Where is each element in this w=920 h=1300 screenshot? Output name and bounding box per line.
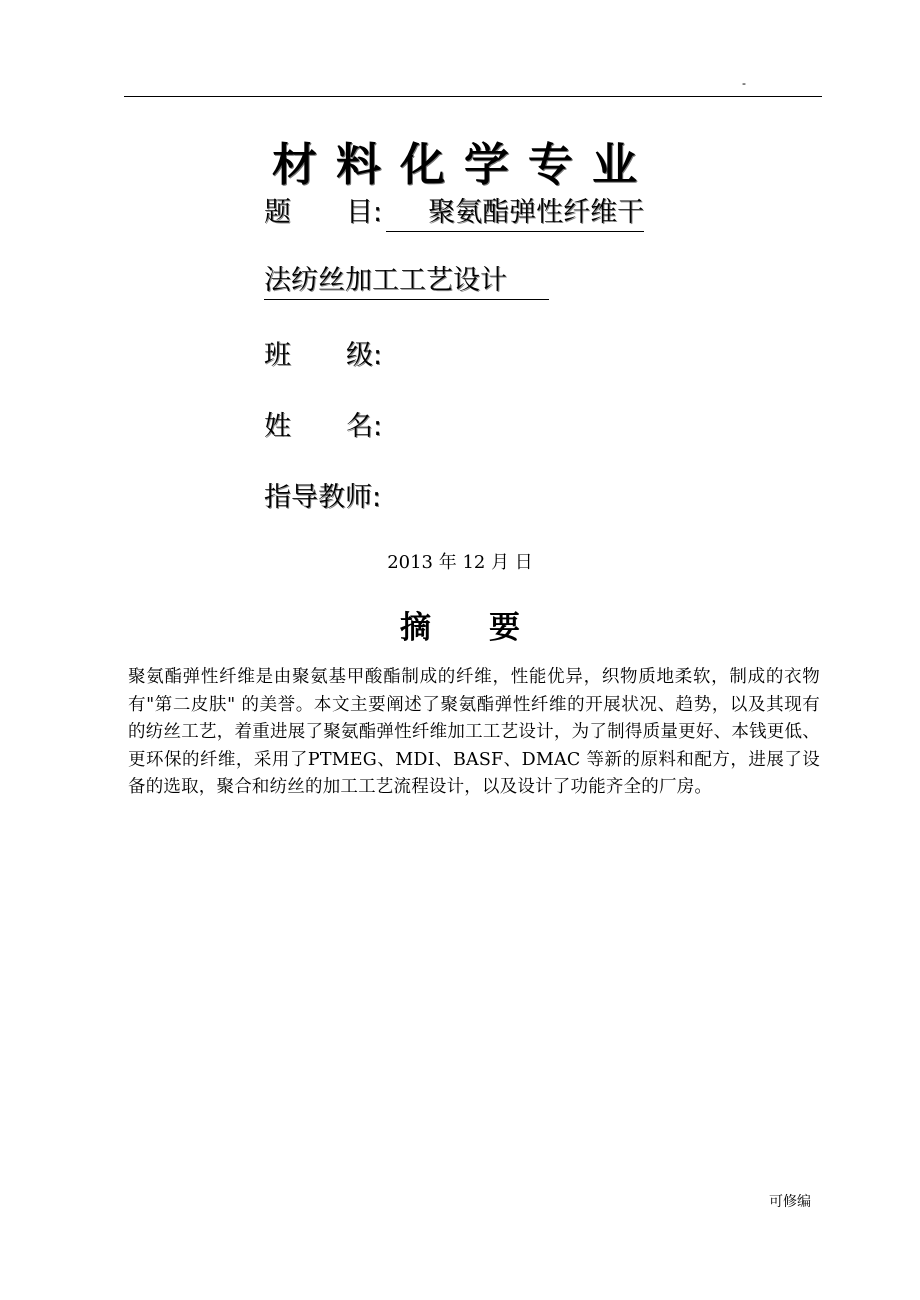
class-label-a: 班 — [264, 340, 291, 371]
name-label-a: 姓 — [264, 411, 291, 442]
name-field — [264, 404, 382, 443]
advisor-label: 指导教师: — [264, 482, 382, 513]
topic-label-b: 目: — [346, 197, 383, 228]
name-label-b: 名: — [346, 411, 383, 442]
topic-label-a: 题 — [264, 197, 291, 228]
advisor-field — [264, 475, 381, 514]
topic-value-line2: 法纺丝加工工艺设计 — [264, 258, 549, 300]
major-title: 材料化学专业 — [272, 138, 657, 191]
topic-field-continuation — [264, 258, 549, 300]
date-line: 2013 年 12 月 日 — [387, 552, 533, 573]
topic-field — [264, 190, 644, 232]
abstract-title: 摘要 — [400, 610, 578, 646]
topic-value-line1: 聚氨酯弹性纤维干 — [386, 190, 644, 232]
header-mark: - — [742, 76, 746, 90]
header-rule — [124, 96, 822, 97]
class-label-b: 级: — [346, 340, 383, 371]
class-field — [264, 333, 382, 372]
footer-mark: 可修编 — [769, 1194, 811, 1210]
abstract-body: 聚氨酯弹性纤维是由聚氨基甲酸酯制成的纤维，性能优异，织物质地柔软，制成的衣物有"第二皮肤" 的美誉。本文主要阐述了聚氨酯弹性纤维的开展状况、趋势，以及其现有的纺丝工艺，着重进展了聚氨酯弹性纤维加工工艺设计，为了制得质量更好、本钱更低、更环保的纤维，采用了PTMEG、MDI、BASF、DMAC 等新的原料和配方，进展了设备的选取，聚合和纺丝的加工工艺流程设计，以及设计了功能齐全的厂房。 — [128, 667, 820, 797]
